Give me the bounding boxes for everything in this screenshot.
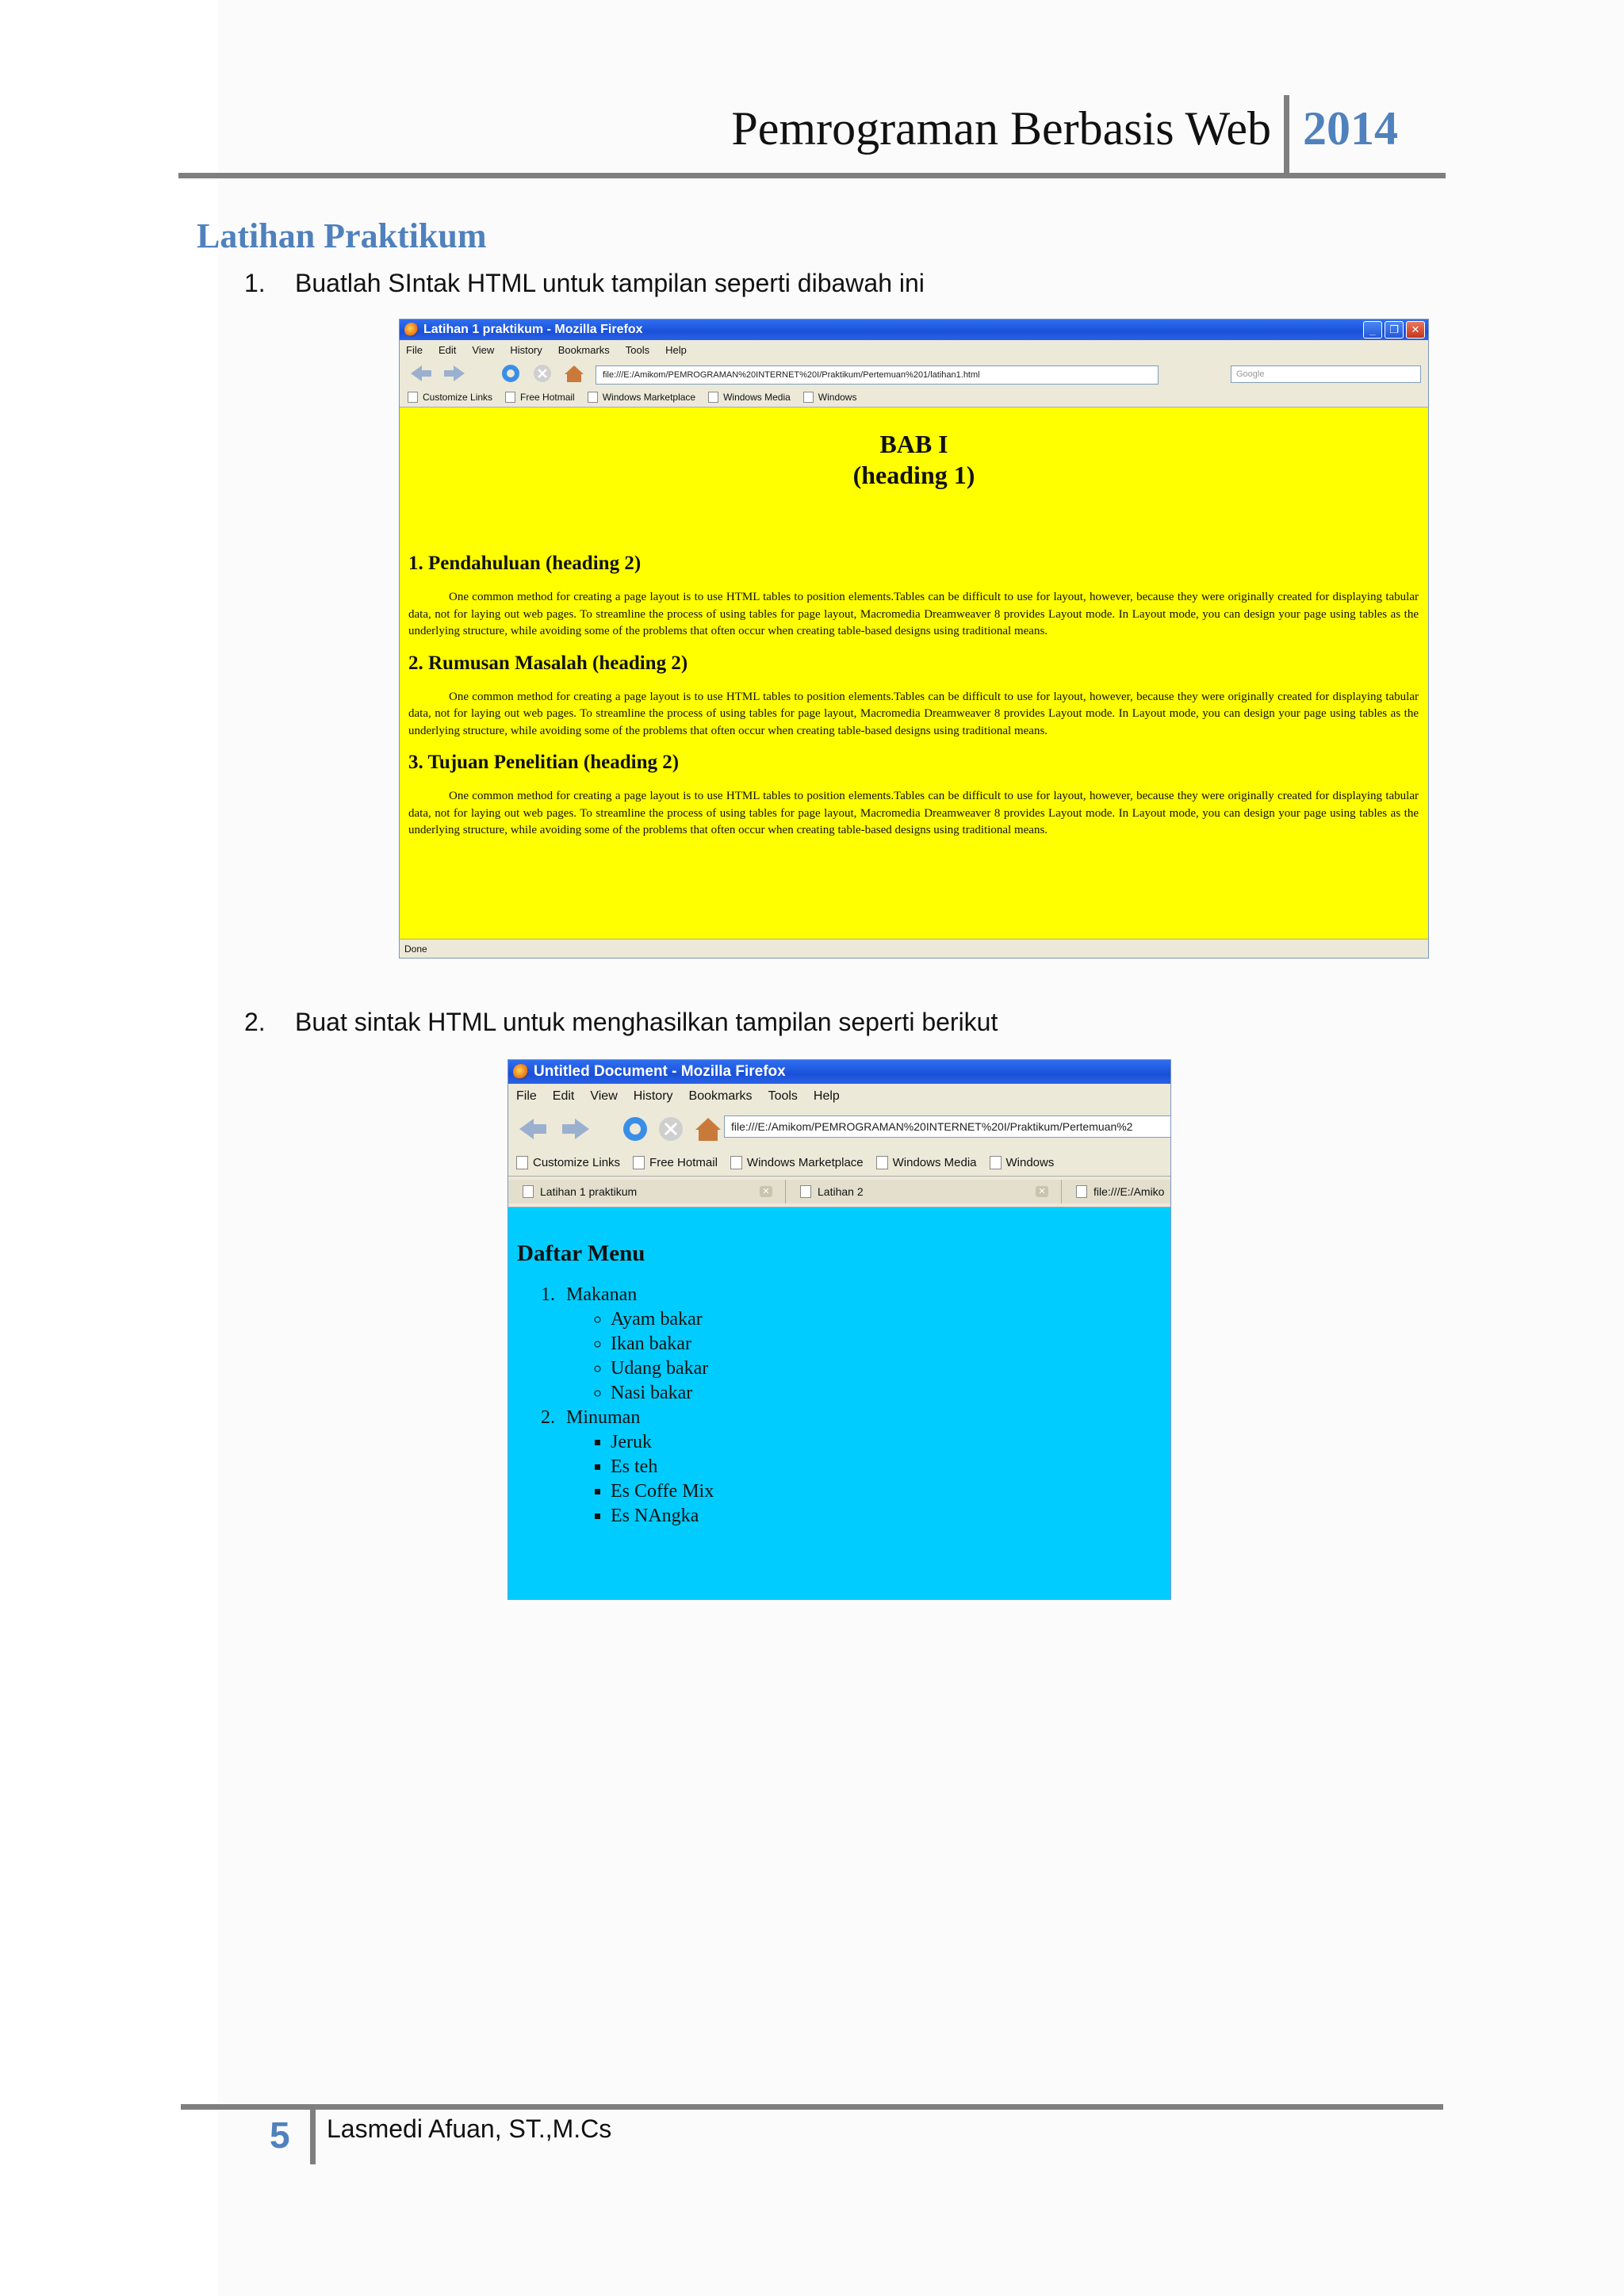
menu-list bbox=[508, 1283, 1170, 1529]
footer-separator bbox=[310, 2109, 316, 2164]
menu-history[interactable]: History bbox=[510, 343, 542, 356]
list-item: ▪ Jeruk bbox=[611, 1430, 1170, 1455]
page-icon bbox=[633, 1156, 645, 1169]
window-2-menubar bbox=[508, 1084, 1170, 1109]
tab-file-url[interactable]: file:///E:/Amiko bbox=[1062, 1180, 1170, 1203]
header-year: 2014 bbox=[1303, 102, 1398, 155]
heading-1-line-2: (heading 1) bbox=[852, 461, 975, 489]
bookmark-windows[interactable]: Windows bbox=[990, 1156, 1055, 1169]
reload-icon[interactable] bbox=[623, 1117, 647, 1141]
page-icon bbox=[800, 1185, 811, 1198]
page-icon bbox=[408, 392, 418, 403]
page-icon bbox=[803, 392, 814, 403]
window-2-address-text: file:///E:/Amikom/PEMROGRAMAN%20INTERNET%20I/Praktikum/Pertemuan%2 bbox=[731, 1120, 1133, 1133]
page-icon bbox=[990, 1156, 1002, 1169]
back-icon[interactable] bbox=[411, 365, 431, 381]
bookmark-windows-marketplace[interactable]: Windows Marketplace bbox=[730, 1156, 864, 1169]
list-item: ◦ Ikan bakar bbox=[611, 1332, 1170, 1357]
bookmark-windows[interactable]: Windows bbox=[803, 392, 857, 403]
list-item: ▪ Es Coffe Mix bbox=[611, 1479, 1170, 1504]
status-text: Done bbox=[404, 943, 427, 955]
home-icon[interactable] bbox=[565, 365, 584, 382]
paragraph-2: One common method for creating a page layout is to use HTML tables to position elements.Tables can be difficult to use for layout, however, because they were originally created for displaying tabular data, not for laying out web pages. To streamline the process of using tables for page layout, Macromedia Dreamweaver 8 provides Layout mode. In Layout mode, you can design your page using tables as the underlying structure, while avoiding some of the problems that often occur when creating table-based designs using traditional means. bbox=[408, 690, 1419, 737]
menu-edit[interactable]: Edit bbox=[438, 343, 457, 356]
maximize-icon[interactable]: ❐ bbox=[1385, 321, 1404, 339]
window-1-address-text: file:///E:/Amikom/PEMROGRAMAN%20INTERNET%20I/Praktikum/Pertemuan%201/latihan1.html bbox=[603, 370, 980, 380]
header-separator bbox=[1284, 95, 1289, 178]
window-1-titlebar bbox=[400, 320, 1428, 340]
header-rule bbox=[178, 173, 1446, 178]
window-1-content bbox=[400, 411, 1428, 939]
heading-1-line-1: BAB I bbox=[879, 430, 948, 458]
task-2 bbox=[244, 1007, 998, 1037]
page-icon bbox=[523, 1185, 534, 1198]
footer-rule bbox=[181, 2104, 1443, 2110]
window-1-statusbar bbox=[400, 939, 1428, 958]
page-icon bbox=[588, 392, 598, 403]
list-item: ◦ Nasi bakar bbox=[611, 1381, 1170, 1406]
menu-tools[interactable]: Tools bbox=[768, 1089, 798, 1103]
page-icon bbox=[1076, 1185, 1087, 1198]
task-2-text: Buat sintak HTML untuk menghasilkan tampilan seperti berikut bbox=[295, 1008, 998, 1036]
task-1 bbox=[244, 268, 925, 298]
menu-edit[interactable]: Edit bbox=[552, 1089, 575, 1103]
list-item: ▪ Es NAngka bbox=[611, 1504, 1170, 1529]
bookmark-customize-links[interactable]: Customize Links bbox=[408, 392, 492, 403]
task-2-number: 2. bbox=[244, 1008, 266, 1036]
window-2-bookmarks-bar bbox=[508, 1149, 1170, 1176]
task-1-number: 1. bbox=[244, 269, 266, 297]
list-item-makanan: 1. Makanan ◦ Ayam bakar ◦ Ikan bakar ◦ Udang bakar ◦ Nasi bakar bbox=[560, 1283, 1170, 1406]
menu-bookmarks[interactable]: Bookmarks bbox=[557, 343, 610, 356]
forward-icon[interactable] bbox=[444, 365, 465, 381]
menu-view[interactable]: View bbox=[590, 1089, 618, 1103]
stop-icon[interactable] bbox=[659, 1117, 683, 1141]
page-number: 5 bbox=[270, 2114, 290, 2156]
window-2-tabbar bbox=[508, 1176, 1170, 1207]
tab-close-icon[interactable]: ✕ bbox=[760, 1186, 772, 1197]
tab-close-icon[interactable]: ✕ bbox=[1036, 1186, 1048, 1197]
page-icon bbox=[505, 392, 515, 403]
nav-buttons bbox=[406, 362, 588, 385]
window-2-content bbox=[508, 1215, 1170, 1599]
page-icon bbox=[708, 392, 718, 403]
firefox-logo-icon bbox=[513, 1064, 529, 1080]
bookmark-windows-media[interactable]: Windows Media bbox=[708, 392, 791, 403]
list-item: ◦ Udang bakar bbox=[611, 1357, 1170, 1381]
page-icon bbox=[730, 1156, 742, 1169]
drink-list bbox=[566, 1430, 1170, 1529]
menu-file[interactable]: File bbox=[406, 343, 423, 356]
menu-help[interactable]: Help bbox=[813, 1089, 840, 1103]
reload-icon[interactable] bbox=[502, 365, 519, 382]
window-2-titlebar bbox=[508, 1060, 1170, 1084]
bookmark-windows-marketplace[interactable]: Windows Marketplace bbox=[588, 392, 695, 403]
paragraph-1: One common method for creating a page layout is to use HTML tables to position elements.Tables can be difficult to use for layout, however, because they were originally created for displaying tabular data, not for laying out web pages. To streamline the process of using tables for page layout, Macromedia Dreamweaver 8 provides Layout mode. In Layout mode, you can design your page using tables as the underlying structure, while avoiding some of the problems that often occur when creating table-based designs using traditional means. bbox=[408, 591, 1419, 637]
list-item: ◦ Ayam bakar bbox=[611, 1307, 1170, 1332]
heading-1 bbox=[400, 429, 1428, 491]
home-icon[interactable] bbox=[695, 1118, 721, 1141]
minimize-icon[interactable]: _ bbox=[1363, 321, 1382, 339]
tab-latihan-1[interactable]: Latihan 1 praktikum ✕ bbox=[508, 1180, 786, 1203]
section-title: Latihan Praktikum bbox=[197, 216, 487, 255]
screenshot-window-2 bbox=[508, 1059, 1171, 1600]
window-1-search-placeholder: Google bbox=[1236, 369, 1265, 379]
menu-help[interactable]: Help bbox=[665, 343, 687, 356]
heading-2-tujuan-penelitian: 3. Tujuan Penelitian (heading 2) bbox=[408, 752, 680, 773]
bookmark-windows-media[interactable]: Windows Media bbox=[876, 1156, 977, 1169]
window-1-title: Latihan 1 praktikum - Mozilla Firefox bbox=[423, 323, 643, 336]
menu-heading: Daftar Menu bbox=[517, 1241, 645, 1266]
firefox-logo-icon bbox=[404, 323, 419, 337]
list-item-minuman: 2. Minuman ▪ Jeruk ▪ Es teh ▪ Es Coffe Mix ▪ Es NAngka bbox=[560, 1406, 1170, 1529]
window-1-controls bbox=[1363, 321, 1425, 339]
window-1-bookmarks-bar bbox=[400, 388, 1428, 408]
paragraph-3: One common method for creating a page layout is to use HTML tables to position elements.Tables can be difficult to use for layout, however, because they were originally created for displaying tabular data, not for laying out web pages. To streamline the process of using tables for page layout, Macromedia Dreamweaver 8 provides Layout mode. In Layout mode, you can design your page using tables as the underlying structure, while avoiding some of the problems that often occur when creating table-based designs using traditional means. bbox=[408, 790, 1419, 836]
window-1-address-bar[interactable] bbox=[596, 365, 1159, 385]
close-icon[interactable]: ✕ bbox=[1406, 321, 1425, 339]
food-list bbox=[566, 1307, 1170, 1406]
window-2-address-bar[interactable] bbox=[724, 1115, 1171, 1138]
back-icon[interactable] bbox=[519, 1119, 546, 1139]
task-1-text: Buatlah SIntak HTML untuk tampilan seperti dibawah ini bbox=[295, 269, 925, 297]
heading-2-rumusan-masalah: 2. Rumusan Masalah (heading 2) bbox=[408, 652, 688, 674]
header-title: Pemrograman Berbasis Web bbox=[731, 102, 1271, 155]
list-item: ▪ Es teh bbox=[611, 1455, 1170, 1479]
menu-history[interactable]: History bbox=[633, 1089, 673, 1103]
tab-latihan-2[interactable]: Latihan 2 ✕ bbox=[786, 1180, 1062, 1203]
heading-2-pendahuluan: 1. Pendahuluan (heading 2) bbox=[408, 553, 642, 574]
screenshot-window-1 bbox=[399, 319, 1429, 959]
window-2-title: Untitled Document - Mozilla Firefox bbox=[534, 1063, 786, 1080]
page-icon bbox=[516, 1156, 528, 1169]
footer-author: Lasmedi Afuan, ST.,M.Cs bbox=[327, 2114, 612, 2143]
menu-file[interactable]: File bbox=[516, 1089, 537, 1103]
window-1-menubar bbox=[400, 340, 1428, 359]
forward-icon[interactable] bbox=[562, 1119, 589, 1139]
window-1-search-box[interactable] bbox=[1231, 365, 1421, 383]
menu-tools[interactable]: Tools bbox=[625, 343, 650, 356]
nav-buttons bbox=[516, 1113, 722, 1145]
bookmark-customize-links[interactable]: Customize Links bbox=[516, 1156, 620, 1169]
menu-bookmarks[interactable]: Bookmarks bbox=[688, 1089, 753, 1103]
menu-view[interactable]: View bbox=[472, 343, 495, 356]
page-icon bbox=[876, 1156, 888, 1169]
bookmark-free-hotmail[interactable]: Free Hotmail bbox=[505, 392, 575, 403]
stop-icon[interactable] bbox=[534, 365, 551, 382]
bookmark-free-hotmail[interactable]: Free Hotmail bbox=[633, 1156, 718, 1169]
